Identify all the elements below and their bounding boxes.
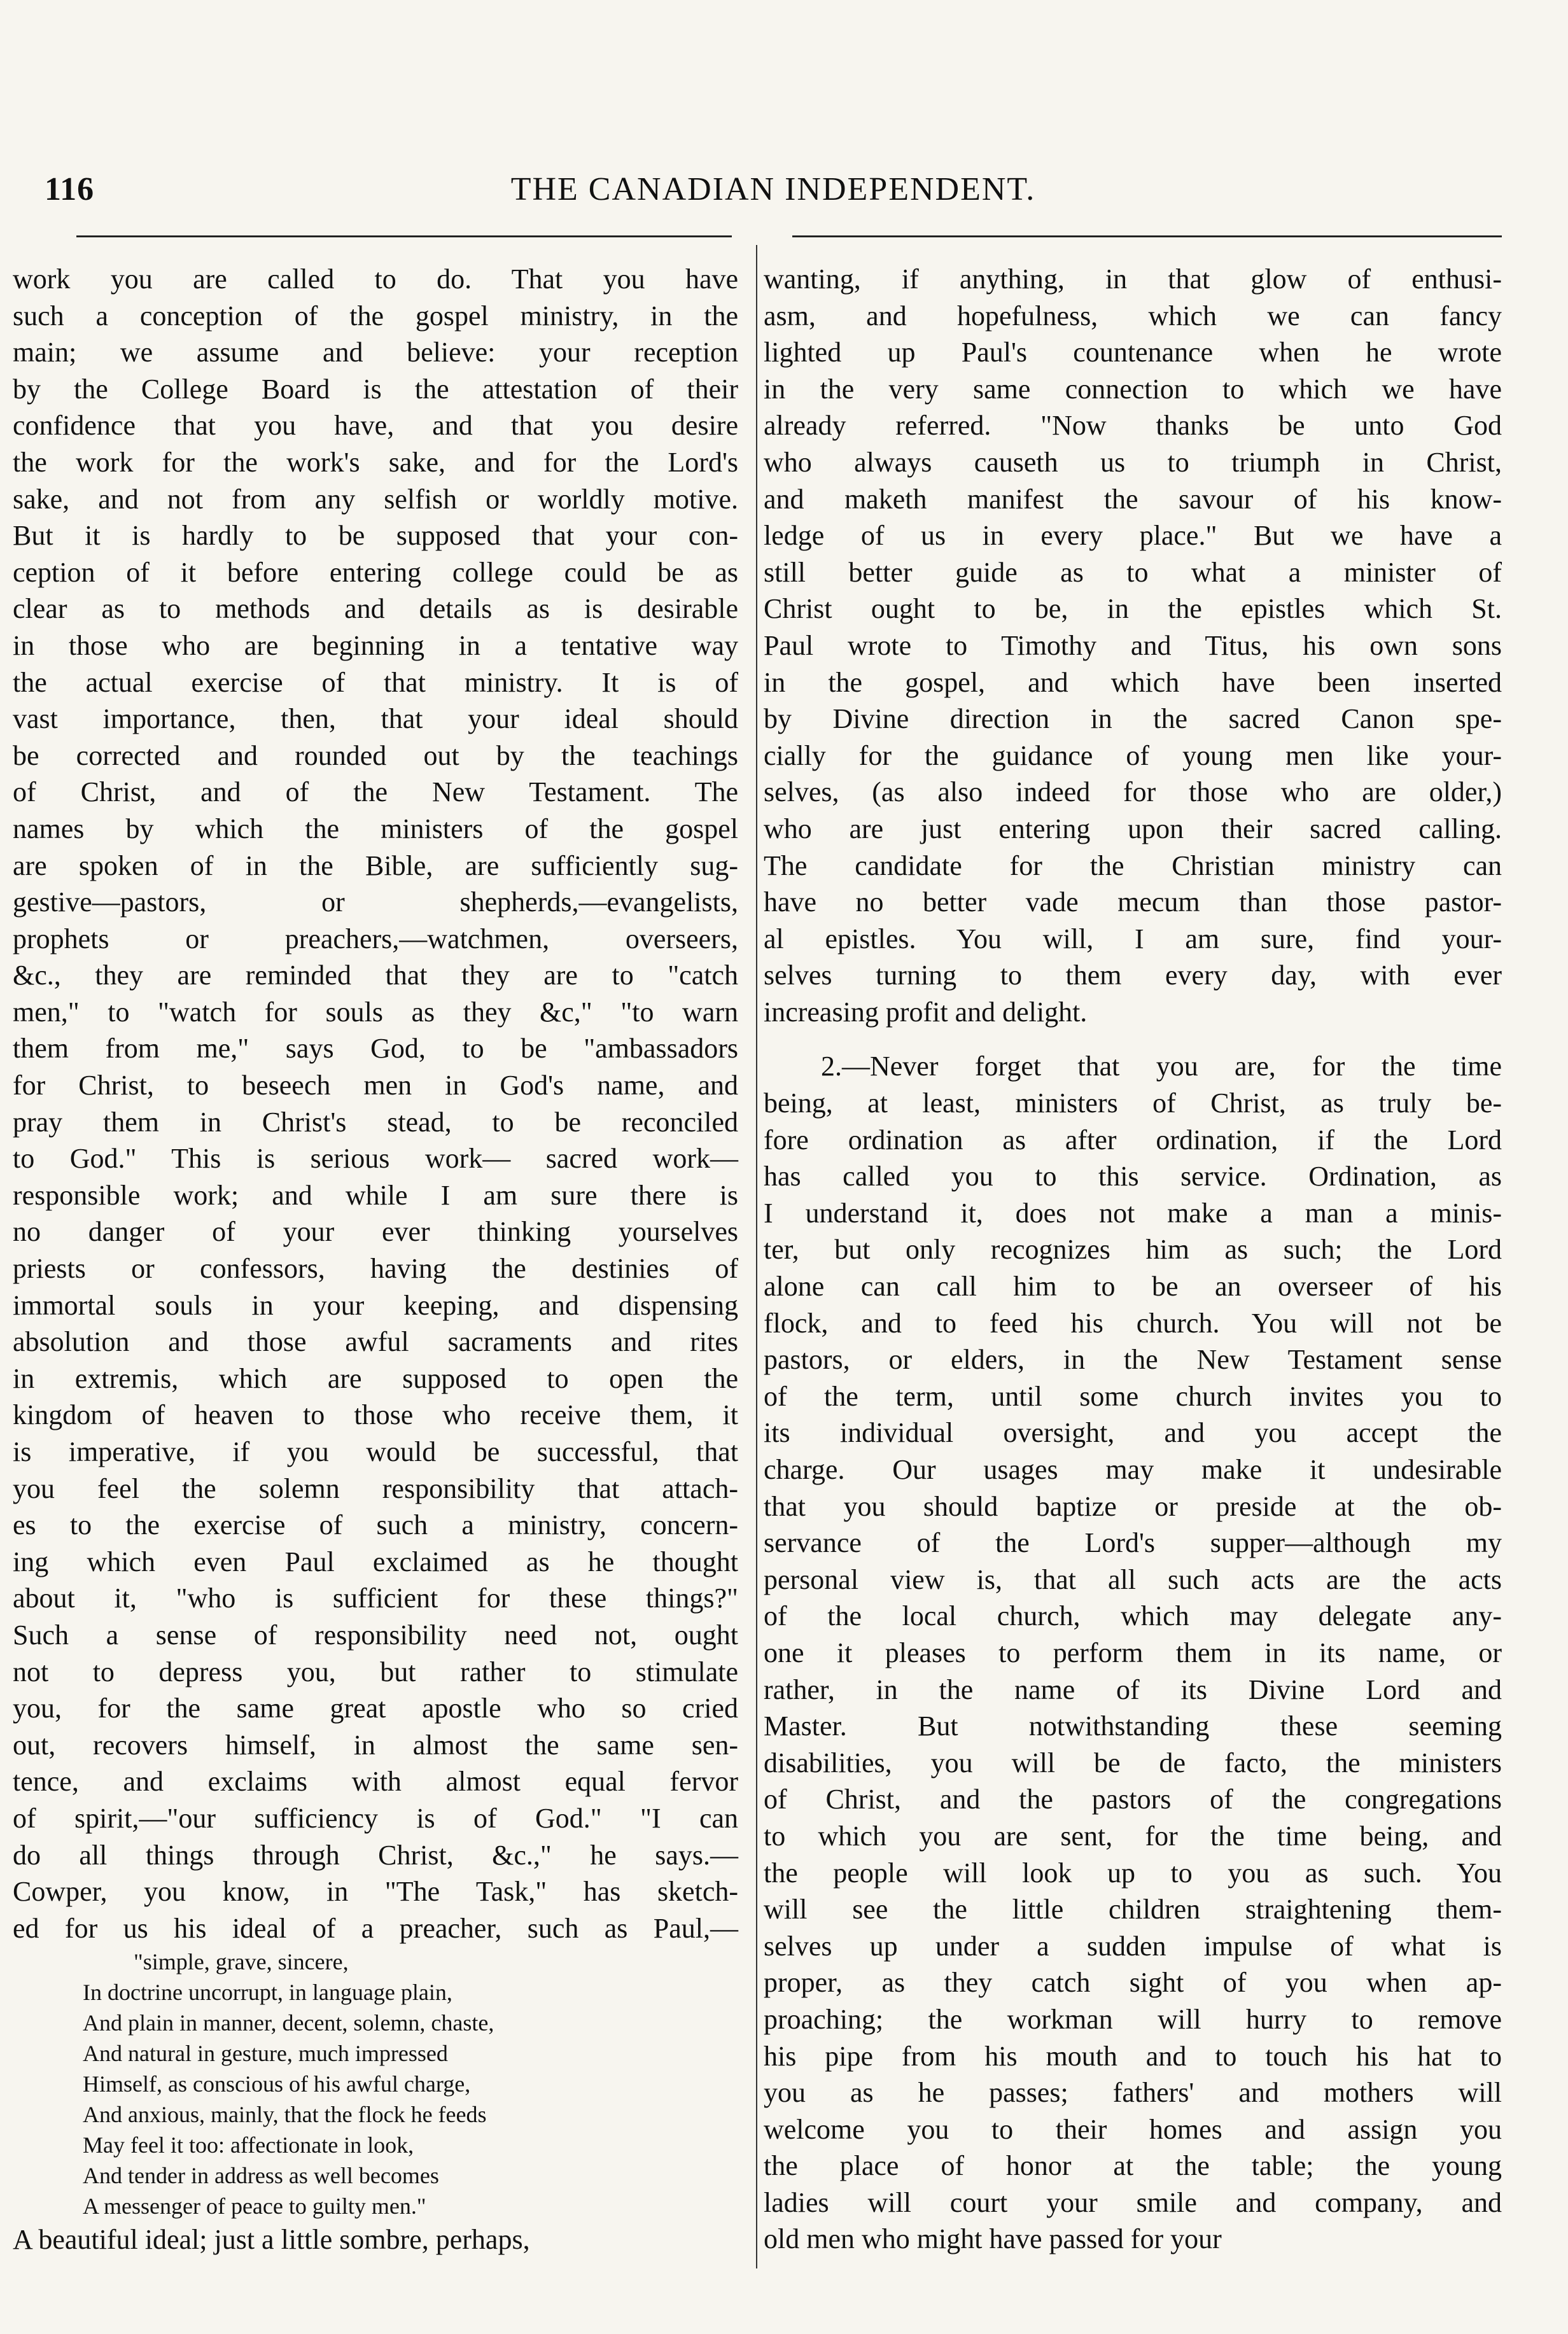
text-line: who always causeth us to triumph in Christ, [764, 446, 1502, 478]
text-line: fore ordination as after ordination, if the Lord [764, 1124, 1502, 1156]
text-line: its individual oversight, and you accept the [764, 1417, 1502, 1449]
text-line: being, at least, ministers of Christ, as truly be- [764, 1087, 1502, 1119]
header-rule-right [792, 235, 1502, 237]
text-line: welcome you to their homes and assign you [764, 2113, 1502, 2145]
text-line: selves up under a sudden impulse of what is [764, 1930, 1502, 1962]
text-line: not to depress you, but rather to stimulate [13, 1656, 738, 1688]
text-line: of the local church, which may delegate any- [764, 1600, 1502, 1632]
text-line: rather, in the name of its Divine Lord and [764, 1674, 1502, 1705]
text-line: pray them in Christ's stead, to be reconciled [13, 1106, 738, 1138]
text-line: names by which the ministers of the gospel [13, 813, 738, 844]
text-line: tence, and exclaims with almost equal fervor [13, 1766, 738, 1798]
text-line: you as he passes; fathers' and mothers will [764, 2077, 1502, 2109]
page-header [45, 171, 1502, 215]
text-line: &c., they are reminded that they are to "catch [13, 960, 738, 991]
text-line: the people will look up to you as such. You [764, 1857, 1502, 1889]
text-line: immortal souls in your keeping, and dispensing [13, 1289, 738, 1321]
right-column-paragraph-2 [764, 1048, 1502, 2258]
text-line: to God." This is serious work— sacred work— [13, 1143, 738, 1175]
text-line: men," to "watch for souls as they &c," "to warn [13, 996, 738, 1028]
text-line: you, for the same great apostle who so cried [13, 1693, 738, 1724]
text-line: personal view is, that all such acts are the acts [764, 1563, 1502, 1595]
text-line: vast importance, then, that your ideal should [13, 703, 738, 735]
text-line: in those who are beginning in a tentative way [13, 629, 738, 661]
text-line: charge. Our usages may make it undesirable [764, 1454, 1502, 1485]
text-line: prophets or preachers,—watchmen, overseers, [13, 923, 738, 954]
text-line: 2.—Never forget that you are, for the time [821, 1051, 1502, 1082]
text-line: such a conception of the gospel ministry, in the [13, 300, 738, 332]
poem-line: And natural in gesture, much impressed [83, 2041, 448, 2067]
text-line: proper, as they catch sight of you when ap- [764, 1967, 1502, 1999]
text-line: no danger of your ever thinking yourselves [13, 1216, 738, 1248]
left-column [13, 261, 738, 2258]
text-line: are spoken of in the Bible, are sufficiently sug- [13, 849, 738, 881]
header-rule-left [76, 235, 732, 237]
text-line: proaching; the workman will hurry to remove [764, 2003, 1502, 2035]
text-line: flock, and to feed his church. You will not be [764, 1307, 1502, 1339]
text-line: has called you to this service. Ordination, as [764, 1161, 1502, 1192]
text-line: to which you are sent, for the time being, and [764, 1820, 1502, 1852]
text-line: about it, "who is sufficient for these things?" [13, 1583, 738, 1614]
text-line: priests or confessors, having the destinies of [13, 1253, 738, 1285]
text-line: The candidate for the Christian ministry can [764, 849, 1502, 881]
poem-line: A messenger of peace to guilty men." [83, 2193, 426, 2219]
text-line: pastors, or elders, in the New Testament sense [764, 1344, 1502, 1376]
text-line: selves, (as also indeed for those who are older,) [764, 776, 1502, 808]
page-number: 116 [45, 171, 95, 207]
text-line: confidence that you have, and that you desire [13, 410, 738, 442]
text-line: have no better vade mecum than those pastor- [764, 886, 1502, 918]
text-line: selves turning to them every day, with ever [764, 960, 1502, 991]
text-line: who are just entering upon their sacred calling. [764, 813, 1502, 844]
text-line: is imperative, if you would be successful, that [13, 1436, 738, 1467]
text-line: old men who might have passed for your [764, 2223, 1222, 2255]
text-line: the work for the work's sake, and for the Lord's [13, 446, 738, 478]
text-line: by Divine direction in the sacred Canon spe- [764, 703, 1502, 735]
right-column-paragraph-1 [764, 261, 1502, 1030]
text-line: gestive—pastors, or shepherds,—evangelists, [13, 886, 738, 918]
text-line: servance of the Lord's supper—although my [764, 1527, 1502, 1559]
text-line: work you are called to do. That you have [13, 263, 738, 295]
text-line: Paul wrote to Timothy and Titus, his own sons [764, 629, 1502, 661]
text-line: be corrected and rounded out by the teachings [13, 739, 738, 771]
poem-line: And plain in manner, decent, solemn, chaste, [83, 2010, 494, 2036]
text-line: by the College Board is the attestation of their [13, 373, 738, 405]
poem-line: May feel it too: affectionate in look, [83, 2132, 414, 2158]
text-line: of spirit,—"our sufficiency is of God." "I can [13, 1802, 738, 1834]
text-line: asm, and hopefulness, which we can fancy [764, 300, 1502, 332]
text-line: out, recovers himself, in almost the same sen- [13, 1729, 738, 1761]
text-line: al epistles. You will, I am sure, find your- [764, 923, 1502, 954]
text-line: will see the little children straightening them- [764, 1894, 1502, 1925]
text-line: Such a sense of responsibility need not, ought [13, 1619, 738, 1651]
right-column [764, 261, 1502, 2258]
text-line: absolution and those awful sacraments and rites [13, 1326, 738, 1358]
text-line: one it pleases to perform them in its name, or [764, 1637, 1502, 1668]
text-line: the place of honor at the table; the young [764, 2150, 1502, 2182]
poem-line: In doctrine uncorrupt, in language plain, [83, 1980, 452, 2006]
column-divider [756, 245, 757, 2268]
text-line: Master. But notwithstanding these seeming [764, 1710, 1502, 1742]
text-line: Cowper, you know, in "The Task," has sketch- [13, 1876, 738, 1908]
text-line: But it is hardly to be supposed that your con- [13, 520, 738, 552]
text-line: kingdom of heaven to those who receive them, it [13, 1399, 738, 1431]
left-column-text [13, 261, 738, 1946]
text-line: ing which even Paul exclaimed as he thought [13, 1546, 738, 1577]
text-line: clear as to methods and details as is desirable [13, 593, 738, 625]
text-line: ception of it before entering college could be as [13, 556, 738, 588]
poem-line: "simple, grave, sincere, [134, 1949, 349, 1975]
text-line: the actual exercise of that ministry. It is of [13, 666, 738, 698]
text-line: ed for us his ideal of a preacher, such as Paul,— [13, 1912, 738, 1944]
text-line: increasing profit and delight. [764, 996, 1088, 1028]
text-line: responsible work; and while I am sure there is [13, 1179, 738, 1211]
poem-line: Himself, as conscious of his awful charge, [83, 2071, 471, 2097]
cowper-poem-quote [13, 1946, 738, 2221]
text-line: Christ ought to be, in the epistles which St. [764, 593, 1502, 625]
text-line: and maketh manifest the savour of his know- [764, 483, 1502, 515]
text-line: do all things through Christ, &c.," he says.— [13, 1839, 738, 1871]
text-line: sake, and not from any selfish or worldly motive. [13, 483, 738, 515]
text-line: alone can call him to be an overseer of his [764, 1271, 1502, 1303]
text-line: wanting, if anything, in that glow of enthusi- [764, 263, 1502, 295]
text-line: lighted up Paul's countenance when he wrote [764, 337, 1502, 368]
text-line: ter, but only recognizes him as such; the Lord [764, 1234, 1502, 1266]
text-line: for Christ, to beseech men in God's name, and [13, 1070, 738, 1101]
text-line: in the very same connection to which we have [764, 373, 1502, 405]
text-line: his pipe from his mouth and to touch his hat to [764, 2040, 1502, 2072]
text-line: of the term, until some church invites you to [764, 1380, 1502, 1412]
text-line: main; we assume and believe: your reception [13, 337, 738, 368]
text-line: disabilities, you will be de facto, the ministers [764, 1747, 1502, 1778]
text-line: cially for the guidance of young men like your- [764, 739, 1502, 771]
poem-line: And anxious, mainly, that the flock he feeds [83, 2102, 487, 2128]
text-line: them from me," says God, to be "ambassadors [13, 1033, 738, 1065]
text-line: ledge of us in every place." But we have a [764, 520, 1502, 552]
poem-line: And tender in address as well becomes [83, 2163, 439, 2189]
text-line: already referred. "Now thanks be unto God [764, 410, 1502, 442]
text-line: of Christ, and the pastors of the congregations [764, 1784, 1502, 1815]
left-column-closing-line: A beautiful ideal; just a little sombre, perhaps, [13, 2224, 530, 2256]
text-line: that you should baptize or preside at the ob- [764, 1490, 1502, 1522]
text-line: ladies will court your smile and company, and [764, 2186, 1502, 2218]
text-line: es to the exercise of such a ministry, concern- [13, 1509, 738, 1541]
text-line: of Christ, and of the New Testament. The [13, 776, 738, 808]
text-line: in the gospel, and which have been inserted [764, 666, 1502, 698]
text-line: in extremis, which are supposed to open the [13, 1362, 738, 1394]
text-line: you feel the solemn responsibility that attach- [13, 1472, 738, 1504]
text-line: still better guide as to what a minister of [764, 556, 1502, 588]
text-line: I understand it, does not make a man a minis- [764, 1197, 1502, 1229]
running-title: THE CANADIAN INDEPENDENT. [510, 171, 1036, 207]
